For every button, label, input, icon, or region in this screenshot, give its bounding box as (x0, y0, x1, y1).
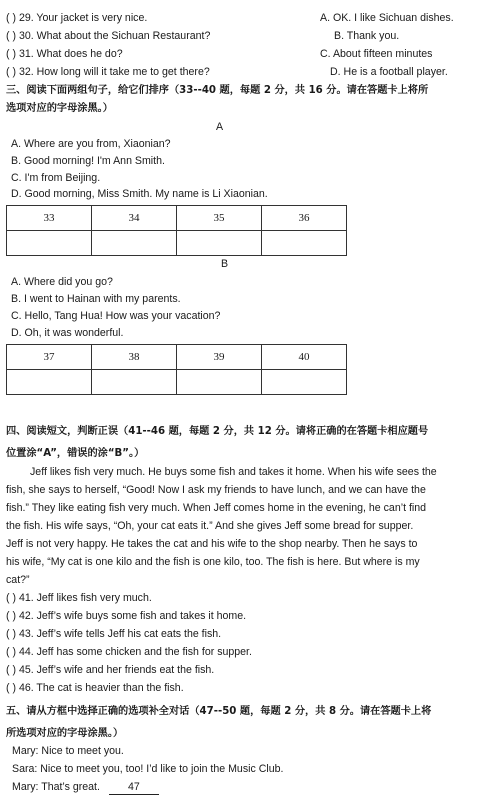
group-b-option-c: C. Hello, Tang Hua! How was your vacation? (11, 310, 221, 322)
question-29: ( ) 29. Your jacket is very nice. (6, 12, 148, 24)
group-b-option-d: D. Oh, it was wonderful. (11, 327, 124, 339)
answer-option-c: C. About fifteen minutes (320, 48, 433, 60)
question-31: ( ) 31. What does he do? (6, 48, 123, 60)
section4-heading-line2: 位置涂“A”，错误的涂“B”。） (6, 448, 145, 459)
passage-line: fish.” They like eating fish very much. When Jeff comes home in the evening, he can’t find (6, 502, 427, 514)
group-b-option-b: B. I went to Hainan with my parents. (11, 293, 181, 305)
grid-b-blank[interactable] (92, 370, 177, 395)
grid-a-number-34: 34 (92, 206, 177, 231)
grid-b-blank[interactable] (262, 370, 347, 395)
grid-b-number-37: 37 (7, 345, 92, 370)
passage-line: the fish. His wife says, “Oh, your cat eats it.” And she gives Jeff some bread for supper. (6, 520, 414, 532)
grid-a-number-35: 35 (177, 206, 262, 231)
statement-43: ( ) 43. Jeff’s wife tells Jeff his cat eats the fish. (6, 628, 222, 640)
answer-option-d: D. He is a football player. (330, 66, 448, 78)
group-b-answer-grid (6, 344, 347, 395)
section5-heading-line2: 所选项对应的字母涂黑。） (6, 728, 124, 739)
dialogue-line-mary-1: Mary: Nice to meet you. (12, 745, 124, 757)
group-a-option-b: B. Good morning! I'm Ann Smith. (11, 155, 165, 167)
grid-a-number-36: 36 (262, 206, 347, 231)
passage-line: cat?” (6, 574, 30, 586)
statement-41: ( ) 41. Jeff likes fish very much. (6, 592, 152, 604)
section3-heading-line2: 选项对应的字母涂黑。） (6, 103, 113, 114)
group-b-option-a: A. Where did you go? (11, 276, 113, 288)
grid-b-number-38: 38 (92, 345, 177, 370)
answer-option-b: B. Thank you. (334, 30, 400, 42)
statement-46: ( ) 46. The cat is heavier than the fish. (6, 682, 184, 694)
section4-heading-line1: 四、阅读短文，判断正误（41--46 题，每题 2 分，共 12 分。请将正确的在答题卡相应题号 (6, 426, 429, 437)
statement-42: ( ) 42. Jeff’s wife buys some fish and takes it home. (6, 610, 247, 622)
grid-a-number-33: 33 (7, 206, 92, 231)
answer-blank-47[interactable] (109, 781, 159, 795)
dialogue-line-sara-1: Sara: Nice to meet you, too! I’d like to join the Music Club. (12, 763, 284, 775)
grid-a-blank[interactable] (92, 231, 177, 256)
dialogue-text: Mary: That’s great. (12, 781, 100, 793)
grid-b-number-39: 39 (177, 345, 262, 370)
passage-line: his wife, “My cat is one kilo and the fish is one kilo, too. The fish is here. But where is my (6, 556, 420, 568)
statement-45: ( ) 45. Jeff’s wife and her friends eat the fish. (6, 664, 215, 676)
group-a-option-d: D. Good morning, Miss Smith. My name is Li Xiaonian. (11, 188, 268, 200)
passage-line: fish, she says to herself, “Good! Now I ask my friends to have lunch, and we can have the (6, 484, 426, 496)
grid-b-blank[interactable] (7, 370, 92, 395)
blank-number: 47 (127, 781, 140, 793)
group-a-answer-grid (6, 205, 347, 256)
grid-a-blank[interactable] (177, 231, 262, 256)
question-32: ( ) 32. How long will it take me to get there? (6, 66, 210, 78)
section5-heading-line1: 五、请从方框中选择正确的选项补全对话（47--50 题，每题 2 分，共 8 分。请在答题卡上将 (6, 706, 432, 717)
group-b-label: B (221, 258, 229, 270)
section3-heading-line1: 三、阅读下面两组句子，给它们排序（33--40 题，每题 2 分，共 16 分。请在答题卡上将所 (6, 85, 429, 96)
group-a-option-c: C. I'm from Beijing. (11, 172, 101, 184)
grid-b-number-40: 40 (262, 345, 347, 370)
group-a-option-a: A. Where are you from, Xiaonian? (11, 138, 171, 150)
group-a-label: A (216, 121, 224, 133)
grid-a-blank[interactable] (262, 231, 347, 256)
passage-line: Jeff likes fish very much. He buys some fish and takes it home. When his wife sees the (30, 466, 437, 478)
grid-b-blank[interactable] (177, 370, 262, 395)
passage-line: Jeff is not very happy. He takes the cat and his wife to the shop nearby. Then he says to (6, 538, 418, 550)
statement-44: ( ) 44. Jeff has some chicken and the fish for supper. (6, 646, 252, 658)
question-30: ( ) 30. What about the Sichuan Restaurant? (6, 30, 211, 42)
dialogue-line-mary-2 (12, 781, 159, 795)
grid-a-blank[interactable] (7, 231, 92, 256)
answer-option-a: A. OK. I like Sichuan dishes. (320, 12, 454, 24)
